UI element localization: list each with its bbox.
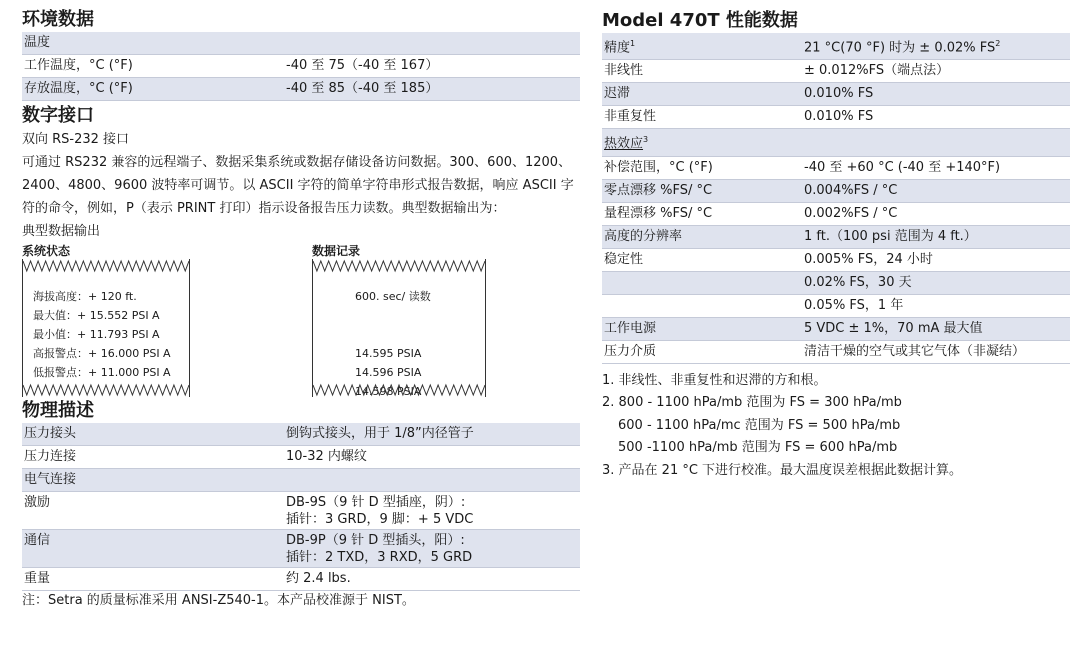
row-value (802, 129, 1070, 156)
row-label-text: 精度 (604, 40, 631, 56)
phys-table (22, 423, 580, 591)
digital-line1: 双向 RS-232 接口 (22, 132, 130, 147)
row-value (802, 248, 1070, 271)
row-value-text: 0.002%FS / °C (804, 205, 898, 221)
row-value (802, 294, 1070, 317)
row-label-text: 量程漂移 %FS/ °C (604, 205, 713, 221)
notes-list (602, 370, 1070, 483)
data-line: 最小值：+ 11.793 PSI A (33, 328, 160, 341)
right-column (602, 0, 1070, 482)
digital-line2: 典型数据输出 (22, 224, 101, 239)
row-label (22, 78, 284, 101)
row-label (22, 568, 284, 591)
data-line (355, 325, 431, 344)
row-label-text: 补偿范围，°C (°F) (604, 159, 713, 175)
row-label (22, 423, 284, 446)
row-value (284, 423, 580, 446)
table-row (602, 225, 1070, 248)
row-value-text: 0.005% FS，24 小时 (804, 251, 933, 267)
table-row (602, 129, 1070, 156)
table-row (602, 83, 1070, 106)
note-item: 3. 产品在 21 °C 下进行校准。最大温度误差根据此数据计算。 (602, 462, 963, 478)
table-row (602, 271, 1070, 294)
table-row (22, 55, 580, 78)
table-row (602, 340, 1070, 363)
env-title: 环境数据 (22, 9, 94, 30)
row-label (602, 248, 802, 271)
note-item: 2. 800 - 1100 hPa/mb 范围为 FS = 300 hPa/mb (602, 395, 902, 411)
row-label-text: 非重复性 (604, 109, 657, 125)
row-label-text: 零点漂移 %FS/ °C (604, 182, 713, 198)
row-value-text: 1 ft.（100 psi 范围为 4 ft.） (804, 228, 977, 244)
row-label (602, 179, 802, 202)
data-line: 600. sec/ 读数 (355, 290, 431, 303)
row-label-text: 工作电源 (604, 320, 657, 336)
data-output-examples (22, 243, 580, 399)
data-line: 海拔高度：+ 120 ft. (33, 290, 137, 303)
table-row (22, 469, 580, 492)
row-value (802, 156, 1070, 179)
row-value (802, 179, 1070, 202)
row-label-text: 热效应 (604, 136, 644, 152)
table-row (602, 317, 1070, 340)
zigzag-bottom (23, 383, 189, 397)
perf-table (602, 33, 1070, 364)
row-label (602, 225, 802, 248)
note-item: 500 -1100 hPa/mb 范围为 FS = 600 hPa/mb (618, 440, 898, 456)
table-row (602, 60, 1070, 83)
data-line (355, 306, 431, 325)
row-label-text: 温度 (24, 35, 51, 50)
row-label-text: 电气连接 (24, 472, 77, 487)
row-label (602, 129, 802, 156)
row-value-text: ± 0.012%FS（端点法） (804, 63, 950, 79)
table-row (22, 530, 580, 568)
footnote-ref: 2 (995, 39, 1001, 48)
row-label-text: 存放温度，°C (°F) (24, 81, 133, 96)
row-value (802, 271, 1070, 294)
row-value-text: 0.010% FS (804, 109, 874, 125)
perf-title: Model 470T 性能数据 (602, 10, 798, 31)
data-line: 14.596 PSIA (355, 366, 422, 379)
row-label-text: 通信 (24, 533, 51, 548)
digital-para: 可通过 RS232 兼容的远程端子、数据采集系统或数据存储设备访问数据。300、600、1200、2400、4800、9600 波特率可调节。以 ASCII 字符的简单字符串形式报告数据，响应 ASCII 字符的命令，例如，P（表示 PRINT 打印）指示设备报告压力读数。典型数据输出为： (22, 155, 574, 216)
row-value-text: -40 至 +60 °C (-40 至 +140°F) (804, 159, 1001, 175)
row-value-text: DB-9P（9 针 D 型插头，阳）: (286, 533, 465, 548)
row-label (22, 55, 284, 78)
row-label (602, 271, 802, 294)
row-label (22, 446, 284, 469)
data-log-label: 数据记录 (312, 244, 361, 258)
row-value (802, 202, 1070, 225)
footnote-ref: 1 (630, 39, 636, 48)
row-value (802, 225, 1070, 248)
phys-title: 物理描述 (22, 400, 94, 421)
row-label (602, 156, 802, 179)
row-value (284, 78, 580, 101)
row-label-text: 高度的分辨率 (604, 228, 683, 244)
system-status-box (22, 243, 190, 397)
footnote-ref: 3 (643, 135, 649, 145)
row-label (22, 469, 284, 492)
row-value (284, 32, 580, 55)
row-value-text: 倒钩式接头，用于 1/8”内径管子 (286, 426, 474, 441)
note-item: 1. 非线性、非重复性和迟滞的方和根。 (602, 372, 827, 388)
row-value (284, 492, 580, 530)
row-value-text-2: 插针：2 TXD，3 RXD，5 GRD (286, 550, 473, 565)
row-value-text: DB-9S（9 针 D 型插座，阴）: (286, 495, 466, 510)
data-line: 14.595 PSIA (355, 347, 422, 360)
table-row (602, 202, 1070, 225)
left-column (22, 0, 580, 611)
row-value-text: 5 VDC ± 1%，70 mA 最大值 (804, 320, 983, 336)
row-label (602, 83, 802, 106)
row-value-text: 0.010% FS (804, 86, 874, 102)
row-value (802, 83, 1070, 106)
data-line: 高报警点：+ 16.000 PSI A (33, 347, 171, 360)
table-row (602, 248, 1070, 271)
row-value-text: 0.004%FS / °C (804, 182, 898, 198)
row-label (22, 530, 284, 568)
row-label (22, 32, 284, 55)
row-value (802, 317, 1070, 340)
row-value-text: 0.05% FS，1 年 (804, 297, 904, 313)
row-value (802, 340, 1070, 363)
row-value (284, 446, 580, 469)
row-value-text: 0.02% FS，30 天 (804, 274, 912, 290)
row-label (602, 202, 802, 225)
row-value-text: 10-32 内螺纹 (286, 449, 367, 464)
table-row (602, 179, 1070, 202)
table-row (22, 492, 580, 530)
row-value (284, 55, 580, 78)
table-row (22, 423, 580, 446)
zigzag-top (313, 259, 485, 273)
row-label (602, 60, 802, 83)
row-value-text: 约 2.4 lbs. (286, 571, 351, 586)
row-value (802, 33, 1070, 60)
zigzag-bottom (313, 383, 485, 397)
row-label-text: 激励 (24, 495, 51, 510)
row-value (802, 106, 1070, 129)
table-row (602, 156, 1070, 179)
data-line: 低报警点：+ 11.000 PSI A (33, 366, 171, 379)
row-label-text: 压力介质 (604, 343, 657, 359)
row-label-text: 工作温度，°C (°F) (24, 58, 133, 73)
row-label-text: 压力接头 (24, 426, 77, 441)
row-label (602, 33, 802, 60)
table-row (602, 106, 1070, 129)
row-label (602, 317, 802, 340)
table-row (22, 568, 580, 591)
row-label (602, 294, 802, 317)
row-label-text: 稳定性 (604, 251, 644, 267)
row-value (802, 60, 1070, 83)
env-table (22, 32, 580, 101)
system-status-label: 系统状态 (22, 244, 71, 258)
row-value-text-2: 插针：3 GRD，9 脚：+ 5 VDC (286, 512, 474, 527)
table-row (602, 33, 1070, 60)
row-label-text: 压力连接 (24, 449, 77, 464)
data-log-box (312, 243, 486, 397)
row-label (22, 492, 284, 530)
digital-title: 数字接口 (22, 105, 94, 126)
row-value (284, 530, 580, 568)
footnote: 注：Setra 的质量标准采用 ANSI-Z540-1。本产品校准源于 NIST。 (22, 593, 415, 608)
table-row (22, 446, 580, 469)
row-label (602, 340, 802, 363)
data-line: 14.598 PSIA (355, 385, 422, 398)
row-label-text: 迟滞 (604, 86, 631, 102)
row-value (284, 469, 580, 492)
row-label-text: 非线性 (604, 63, 644, 79)
row-value-text: -40 至 75（-40 至 167） (286, 58, 439, 73)
row-value (284, 568, 580, 591)
row-label (602, 106, 802, 129)
note-item: 600 - 1100 hPa/mc 范围为 FS = 500 hPa/mb (618, 417, 901, 433)
row-value-text: 21 °C(70 °F) 时为 ± 0.02% FS (804, 40, 996, 56)
zigzag-top (23, 259, 189, 273)
table-row (22, 78, 580, 101)
row-value-text: -40 至 85（-40 至 185） (286, 81, 439, 96)
row-label-text: 重量 (24, 571, 51, 586)
table-row (602, 294, 1070, 317)
row-value-text: 清洁干燥的空气或其它气体（非凝结） (804, 343, 1026, 359)
data-line: 最大值：+ 15.552 PSI A (33, 309, 160, 322)
table-row (22, 32, 580, 55)
